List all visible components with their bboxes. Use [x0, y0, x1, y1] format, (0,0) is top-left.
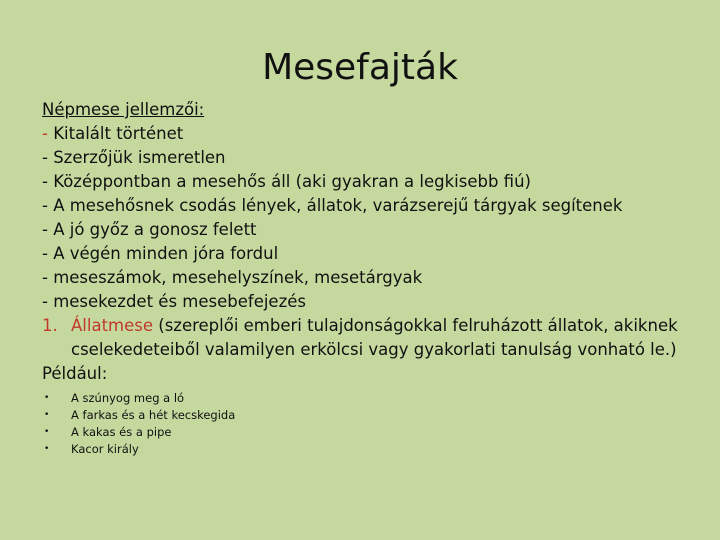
example-item: • A farkas és a hét kecskegida	[44, 408, 236, 422]
numbered-item-body	[71, 314, 682, 362]
list-item-text: Kitalált történet	[47, 124, 184, 143]
list-item: - meseszámok, mesehelyszínek, mesetárgyak	[42, 268, 423, 287]
list-item: - A mesehősnek csodás lények, állatok, varázserejű tárgyak segítenek	[42, 196, 623, 215]
slide-content	[42, 98, 682, 470]
bullet-icon: •	[44, 393, 50, 403]
bullet-icon: •	[44, 410, 50, 420]
example-item: • A kakas és a pipe	[44, 425, 172, 439]
list-item: - Szerzőjük ismeretlen	[42, 148, 226, 167]
term-description-2: cselekedeteiből valamilyen erkölcsi vagy gyakorlati tanulság vonható le.)	[71, 340, 677, 359]
slide-title: Mesefajták	[262, 47, 458, 88]
term-allatmese: Állatmese	[71, 316, 154, 335]
list-item: - A végén minden jóra fordul	[42, 244, 279, 263]
examples-label: Például:	[42, 364, 108, 383]
item-number: 1.	[42, 316, 58, 335]
list-item: - A jó győz a gonosz felett	[42, 220, 257, 239]
example-item: • Kacor király	[44, 442, 139, 456]
list-item	[42, 122, 682, 146]
heading: Népmese jellemzői:	[42, 100, 205, 119]
dash-marker: -	[42, 124, 48, 143]
examples-list	[42, 390, 682, 458]
bullet-icon: •	[44, 427, 50, 437]
example-item: • A szúnyog meg a ló	[44, 391, 185, 405]
numbered-item	[42, 314, 682, 362]
term-description-1: (szereplői emberi tulajdonságokkal felruházott állatok, akiknek	[153, 316, 678, 335]
list-item: - Középpontban a mesehős áll (aki gyakran a legkisebb fiú)	[42, 172, 531, 191]
list-item: - mesekezdet és mesebefejezés	[42, 292, 306, 311]
bullet-icon: •	[44, 444, 50, 454]
